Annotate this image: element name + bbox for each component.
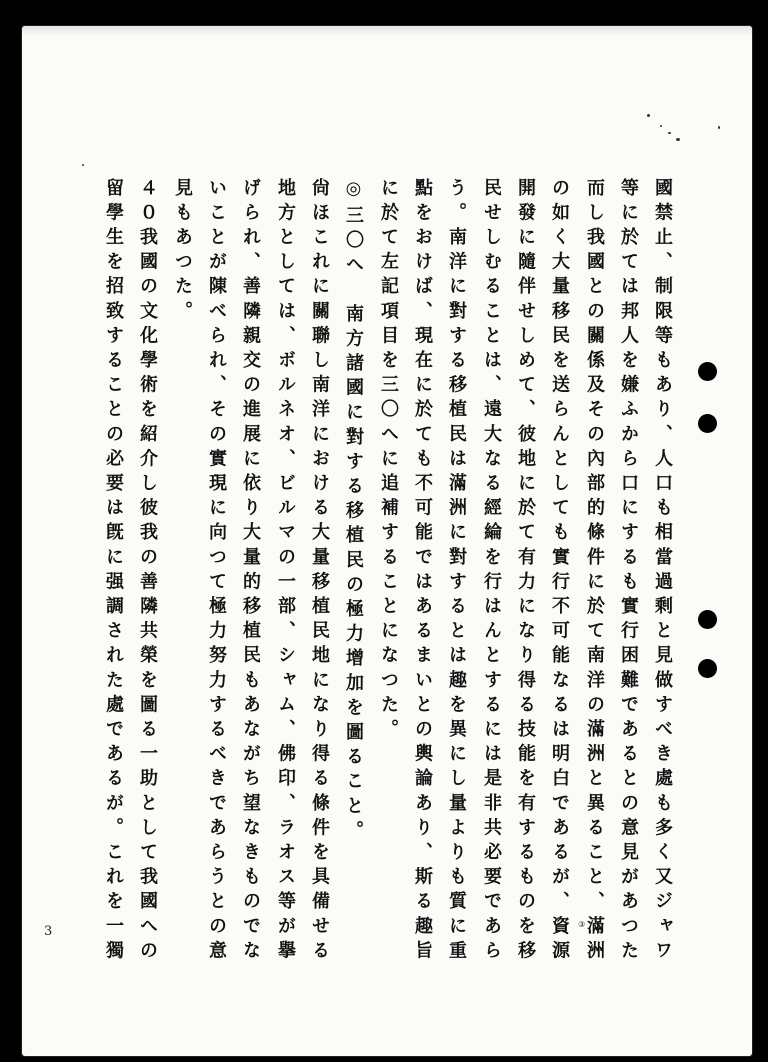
text-column: 見もあつた。 xyxy=(172,178,193,326)
binding-hole xyxy=(698,610,717,629)
text-column: 而し我國との關係及その內部的條件に於て南洋の滿洲と異ること、滿洲 xyxy=(584,178,605,966)
text-column: いことが陳べられ、その實現に向つて極力努力するべきであらうとの意 xyxy=(206,178,227,966)
scan-speck xyxy=(660,125,662,127)
scan-speck xyxy=(82,164,84,166)
binding-hole xyxy=(698,659,717,678)
text-column: 尙ほこれに關聯し南洋における大量移植民地になり得る條件を具備せる xyxy=(309,178,330,966)
text-column: ４０我國の文化學術を紹介し彼我の善隣共榮を圖る一助として我國への xyxy=(137,178,158,966)
text-column: の如く大量移民を送らんとしても實行不可能なるは明白であるが、資源 xyxy=(549,178,570,966)
binding-hole xyxy=(698,362,717,381)
text-column: ◎三〇へ 南方諸國に對する移植民の極力增加を圖ること。 xyxy=(343,178,364,846)
text-column: 國禁止、制限等もあり、人口も相當過剩と見做すべき處も多く又ジャワ xyxy=(652,178,673,966)
text-column: う。南洋に對する移植民は滿洲に對するとは趣を異にし量よりも質に重 xyxy=(446,178,467,966)
scan-speck xyxy=(718,126,720,129)
scan-edge xyxy=(22,26,752,36)
binding-hole xyxy=(698,414,717,433)
text-column: 留學生を招致することの必要は旣に强調された處であるが。これを一獨 xyxy=(103,178,124,966)
scan-speck xyxy=(668,132,671,134)
scan-speck xyxy=(676,138,680,141)
text-column: 開發に隨伴せしめて、彼地に於て有力になり得る技能を有するものを移 xyxy=(515,178,536,966)
scan-speck xyxy=(647,114,650,117)
margin-mark: ③ xyxy=(578,920,586,929)
text-column: 等に於ては邦人を嫌ふから口にするも實行困難であるとの意見があつた xyxy=(618,178,639,966)
text-column: げられ、善隣親交の進展に依り大量的移植民もあながち望なきものでな xyxy=(240,178,261,966)
page-number: 3 xyxy=(44,924,53,939)
document-page xyxy=(22,26,752,1056)
vertical-text-body xyxy=(82,178,672,978)
text-column: に於て左記項目を三〇へに追補することになつた。 xyxy=(378,178,399,744)
text-column: 地方としては、ボルネオ、ビルマの一部、シャム、佛印、ラオス等が擧 xyxy=(275,178,296,966)
text-column: 點をおけば、現在に於ても不可能ではあるまいとの輿論あり、斯る趣旨 xyxy=(412,178,433,966)
text-column: 民せしむることは、遠大なる經綸を行はんとするには是非共必要であら xyxy=(481,178,502,966)
